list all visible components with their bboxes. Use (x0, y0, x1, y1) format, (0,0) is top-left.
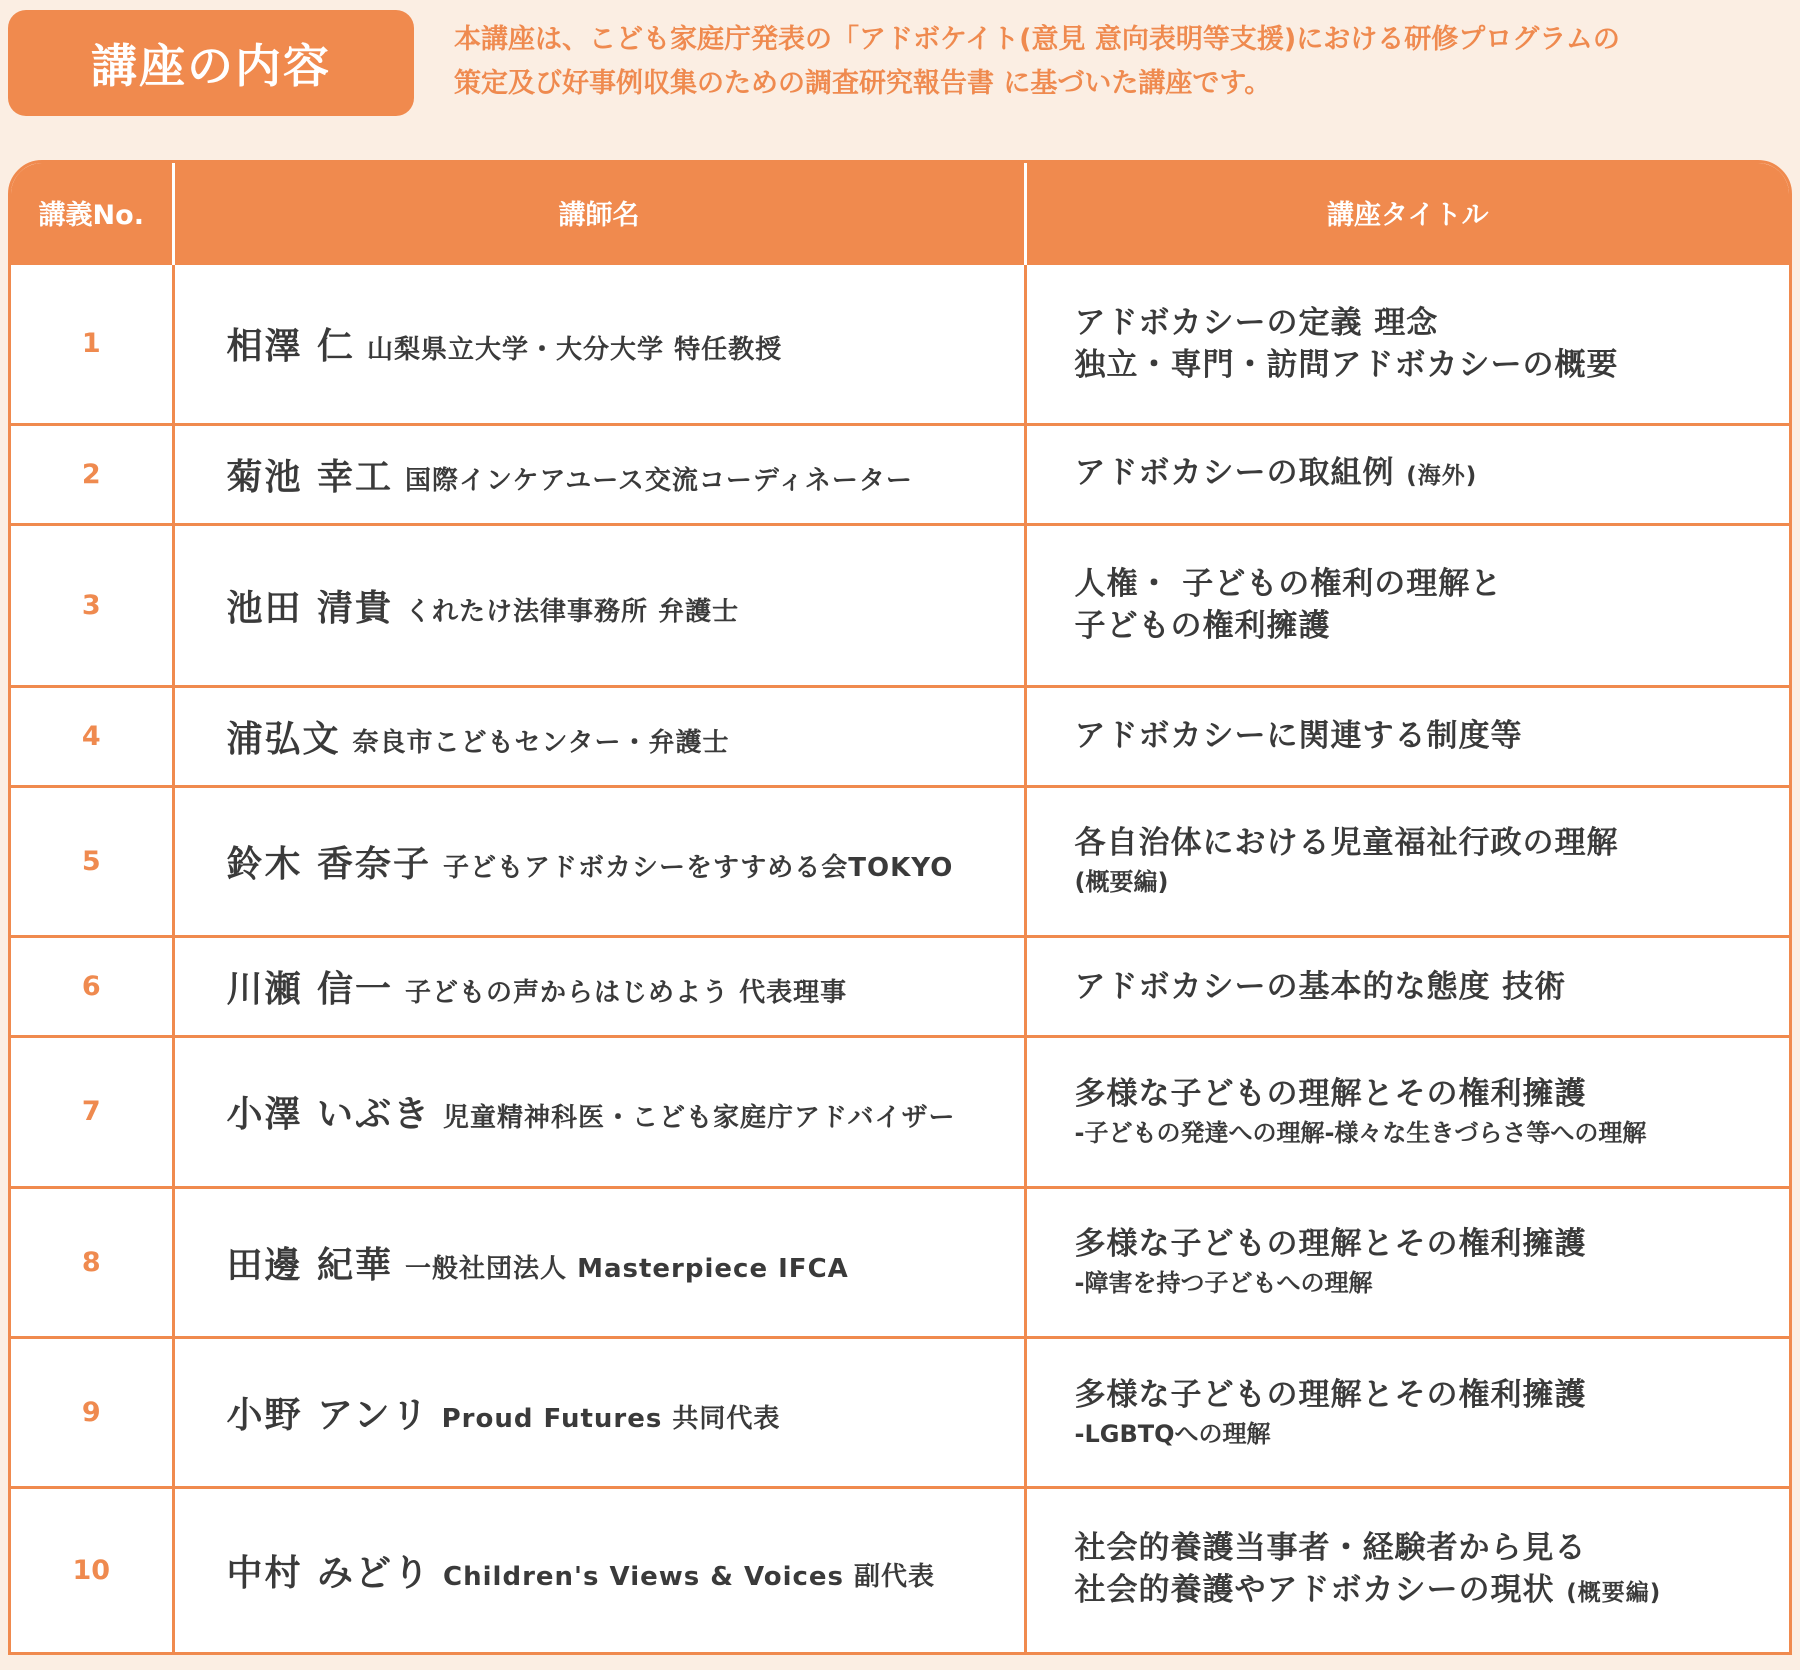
title-subline: -LGBTQへの理解 (1074, 1419, 1271, 1448)
table-row (11, 686, 1789, 786)
table-row (11, 786, 1789, 936)
title-note: (海外) (1406, 463, 1478, 490)
section-title: 講座の内容 (91, 39, 331, 93)
title-cell (1025, 525, 1789, 686)
lecturer-name: 相澤 仁 (226, 326, 356, 368)
lecture-no: 9 (11, 1337, 173, 1487)
lecturer-affiliation: くれたけ法律事務所 弁護士 (405, 596, 740, 627)
header-title: 講座タイトル (1025, 163, 1789, 263)
title-line: 多様な子どもの理解とその権利擁護 (1074, 1376, 1587, 1413)
lecturer-cell (173, 686, 1025, 786)
lecturer-name: 菊池 幸工 (226, 457, 394, 499)
lecture-no: 1 (11, 263, 173, 424)
table-header-row (11, 163, 1789, 263)
title-line: 独立・専門・訪問アドボカシーの概要 (1074, 346, 1619, 383)
table-row (11, 1037, 1789, 1187)
table-row (11, 525, 1789, 686)
intro-line-2: 策定及び好事例収集のための調査研究報告書 に基づいた講座です。 (454, 68, 1272, 99)
lecturer-affiliation: 奈良市こどもセンター・弁護士 (352, 727, 730, 758)
title-cell (1025, 263, 1789, 424)
lecturer-name: 川瀬 信一 (226, 969, 394, 1011)
lecturer-name: 小野 アンリ (226, 1395, 430, 1437)
lecturer-affiliation: 山梨県立大学・大分大学 特任教授 (367, 335, 783, 366)
section-title-badge (8, 10, 414, 116)
lecture-no: 4 (11, 686, 173, 786)
title-subline: -子どもの発達への理解-様々な生きづらさ等への理解 (1074, 1118, 1647, 1147)
lecturer-cell (173, 263, 1025, 424)
lecturer-cell (173, 424, 1025, 524)
title-line: 多様な子どもの理解とその権利擁護 (1074, 1226, 1587, 1263)
header-lecture-no: 講義No. (11, 163, 173, 263)
lecture-no: 8 (11, 1187, 173, 1337)
title-line (1075, 452, 1790, 497)
title-cell (1025, 1037, 1789, 1187)
lecturer-cell (173, 1337, 1025, 1487)
title-note: (概要編) (1566, 1580, 1662, 1607)
lecturer-cell (173, 937, 1025, 1037)
title-cell (1025, 686, 1789, 786)
lecturer-name: 池田 清貴 (226, 587, 394, 629)
lecture-table (8, 160, 1792, 1655)
title-cell (1025, 1488, 1789, 1652)
lecturer-affiliation: 児童精神科医・こども家庭庁アドバイザー (443, 1103, 956, 1134)
lecturer-affiliation: Children's Views & Voices 副代表 (443, 1562, 936, 1593)
lecture-no: 5 (11, 786, 173, 936)
table-row (11, 937, 1789, 1037)
lecturer-cell (173, 1187, 1025, 1337)
intro-text (454, 18, 1774, 106)
lecturer-name: 浦弘文 (226, 718, 341, 760)
title-line: 人権・ 子どもの権利の理解と (1074, 566, 1503, 603)
lecturer-cell (173, 525, 1025, 686)
table-row (11, 1187, 1789, 1337)
lecture-no: 2 (11, 424, 173, 524)
title-line (1075, 1569, 1790, 1614)
lecturer-name: 田邊 紀華 (226, 1244, 394, 1286)
title-line: 多様な子どもの理解とその権利擁護 (1074, 1075, 1587, 1112)
title-line: アドボカシーの定義 理念 (1074, 304, 1439, 341)
header-lecturer: 講師名 (173, 163, 1025, 263)
lecturer-affiliation: 国際インケアユース交流コーディネーター (405, 466, 913, 497)
table-row (11, 1488, 1789, 1652)
lecturer-cell (173, 786, 1025, 936)
lecturer-name: 小澤 いぶき (226, 1094, 432, 1136)
lecturer-affiliation: Proud Futures 共同代表 (441, 1404, 781, 1435)
lecturer-name: 中村 みどり (226, 1553, 432, 1595)
title-line: 各自治体における児童福祉行政の理解 (1074, 825, 1619, 862)
table-row (11, 1337, 1789, 1487)
title-cell (1025, 424, 1789, 524)
lecturer-cell (173, 1037, 1025, 1187)
lecturer-cell (173, 1488, 1025, 1652)
title-cell (1025, 786, 1789, 936)
lecturer-affiliation: 子どもの声からはじめよう 代表理事 (405, 978, 848, 1009)
lecture-no: 10 (11, 1488, 173, 1652)
title-subline: -障害を持つ子どもへの理解 (1074, 1269, 1373, 1298)
title-text: 社会的養護やアドボカシーの現状 (1074, 1572, 1555, 1609)
title-text: アドボカシーの取組例 (1074, 455, 1395, 492)
title-cell (1025, 1187, 1789, 1337)
table-row (11, 424, 1789, 524)
title-line: 子どもの権利擁護 (1074, 608, 1331, 645)
title-line: 社会的養護当事者・経験者から見る (1074, 1530, 1587, 1567)
title-subline: (概要編) (1074, 868, 1169, 897)
title-line: アドボカシーに関連する制度等 (1074, 718, 1523, 755)
lecturer-name: 鈴木 香奈子 (226, 843, 432, 885)
title-cell (1025, 937, 1789, 1037)
lecture-no: 7 (11, 1037, 173, 1187)
lecture-no: 6 (11, 937, 173, 1037)
lecturer-affiliation: 子どもアドボカシーをすすめる会TOKYO (443, 852, 954, 883)
lecturer-affiliation: 一般社団法人 Masterpiece IFCA (405, 1253, 849, 1284)
title-line: アドボカシーの基本的な態度 技術 (1074, 968, 1567, 1005)
lecture-no: 3 (11, 525, 173, 686)
table-row (11, 263, 1789, 424)
intro-line-1: 本講座は、こども家庭庁発表の「アドボケイト(意見 意向表明等支援)における研修プログラムの (454, 24, 1620, 55)
title-cell (1025, 1337, 1789, 1487)
